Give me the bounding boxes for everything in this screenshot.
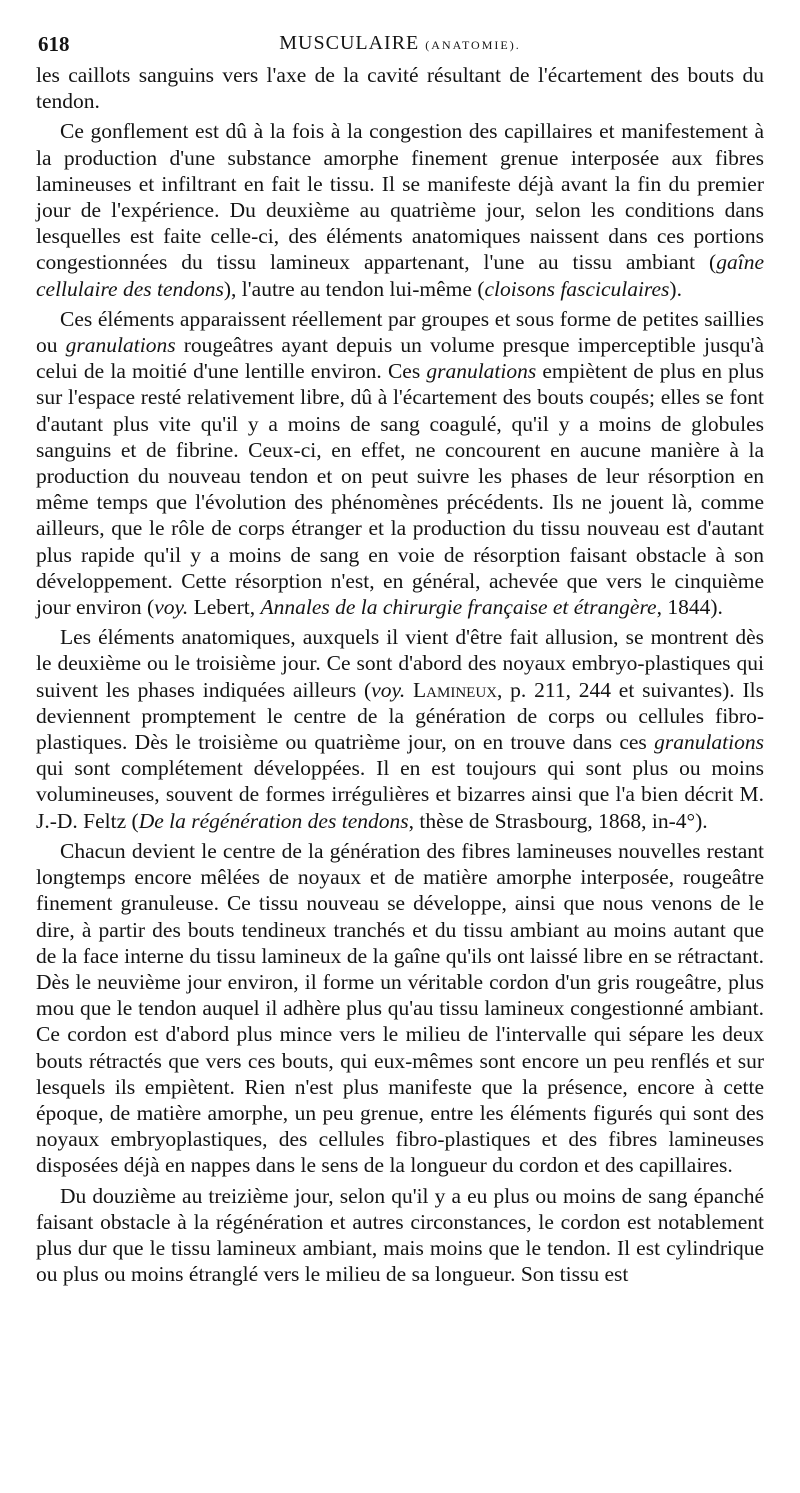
page-number: 618 [38,32,70,56]
italic-text: granulations [426,359,537,384]
small-caps-text: Lamineux [413,677,497,702]
italic-text: gaîne cellulaire des tendons [36,250,764,301]
text-run: Du douzième au treizième jour, selon qu'il y a eu plus ou moins de sang épanché faisant obstacle à la régénération et autres circonstances, le cordon est notablement plus dur que le tissu lamineux ambiant, mais moins que le tendon. Il est cylindrique ou plus ou moins étranglé vers le milieu de sa longueur. Son tissu est [36,1183,764,1287]
text-run: Lebert, [188,595,261,620]
text-run: les caillots sanguins vers l'axe de la cavité résultant de l'écartement des bouts du tendon. [36,63,764,114]
paragraph [36,118,764,301]
paragraph [36,1183,764,1288]
paragraph [36,838,764,1179]
paragraph [36,624,764,834]
running-title-subtitle: (ANATOMIE). [425,38,521,52]
italic-text: Annales de la chirurgie française et étrangère [260,595,657,620]
text-run: Ces éléments apparaissent réellement par groupes et sous forme de petites saillies ou [36,306,764,358]
body-text [36,62,764,1287]
text-run: empiètent de plus en plus sur l'espace resté relativement libre, dû à l'écartement des bouts coupés; elles se font d'autant plus vite qu'il y a moins de sang coagulé, qu'il y a moins de globules sanguins et de fibrine. Ceux-ci, en effet, ne concourent en aucune manière à la production du nouveau tendon et on peut suivre les phases de leur résorption en même temps que l'évolution des phénomènes précédents. Ils ne jouent là, comme ailleurs, que le rôle de corps étranger et la production du tissu nouveau est d'autant plus rapide qu'il y a moins de sang en voie de résorption faisant obstacle à son développement. Cette résorption n'est, en général, achevée que vers le cinquième jour environ ( [36,359,764,620]
text-run: qui sont complétement développées. Il en est toujours qui sont plus ou moins volumineuses, souvent de formes irrégulières et bizarres ainsi que l'a bien décrit M. J.-D. Feltz ( [36,756,764,833]
text-run: Ce gonflement est dû à la fois à la congestion des capillaires et manifestement à la production d'une substance amorphe finement grenue interposée aux fibres lamineuses et infiltrant en fait le tissu. Il se manifeste déjà avant la fin du premier jour de l'expérience. Du deuxième au quatrième jour, selon les conditions dans lesquelles est faite celle-ci, des éléments anatomiques naissent dans ces portions congestionnées du tissu lamineux appartenant, l'une au tissu ambiant ( [36,119,764,275]
text-run: ), l'autre au tendon lui-même ( [223,276,485,301]
italic-text: voy. [154,595,189,620]
italic-text: granulations [65,333,176,358]
paragraph [36,306,764,620]
text-run [405,678,413,702]
text-run: ). [669,276,682,301]
running-head [0,32,800,58]
italic-text: granulations [654,730,764,755]
italic-text: voy. [371,677,406,702]
text-run: Les éléments anatomiques, auxquels il vient d'être fait allusion, se montrent dès le deuxième ou le troisième jour. Ce sont d'abord des noyaux embryo-plastiques qui suivent les phases indiquées ailleurs ( [36,625,764,702]
text-run: Chacun devient le centre de la génération des fibres lamineuses nouvelles restant longtemps encore mêlées de noyaux et de matière amorphe interposée, rougeâtre finement granuleuse. Ce tissu nouveau se développe, ainsi que nous venons de le dire, à partir des bouts tendineux tranchés et du tissu ambiant au moins autant que de la face interne du tissu lamineux de la gaîne qu'ils ont laissé libre en se rétractant. Dès le neuvième jour environ, il forme un véritable cordon d'un gris rougeâtre, plus mou que le tendon auquel il adhère plus qu'au tissu lamineux congestionné ambiant. Ce cordon est d'abord plus mince vers le milieu de l'intervalle qui sépare les deux bouts rétractés que vers ces bouts, qui eux-mêmes sont encore un peu renflés et sur lesquels ils empiètent. Rien n'est plus manifeste que la présence, encore à cette époque, de matière amorphe, un peu grenue, entre les éléments figurés qui sont des noyaux embryoplastiques, des cellules fibro-plastiques et des fibres lamineuses disposées déjà en nappes dans le sens de la longueur du cordon et des capillaires. [36,838,764,1178]
italic-text: cloisons fasciculaires [484,276,670,301]
running-title-main: MUSCULAIRE [279,32,420,54]
text-run: , 1844). [656,595,723,620]
italic-text: De la régénération des tendons [138,808,409,833]
text-run: , thèse de Strasbourg, 1868, in-4°). [408,808,708,833]
text-run: rougeâtres ayant depuis un volume presque imperceptible jusqu'à celui de la moitié d'une lentille environ. Ces [36,333,765,384]
running-title [0,32,800,55]
paragraph [36,62,764,114]
text-run: , p. 211, 244 et suivantes). Ils deviennent promptement le centre de la génération de corps ou cellules fibro-plastiques. Dès le troisième ou quatrième jour, on en trouve dans ces [36,677,764,755]
